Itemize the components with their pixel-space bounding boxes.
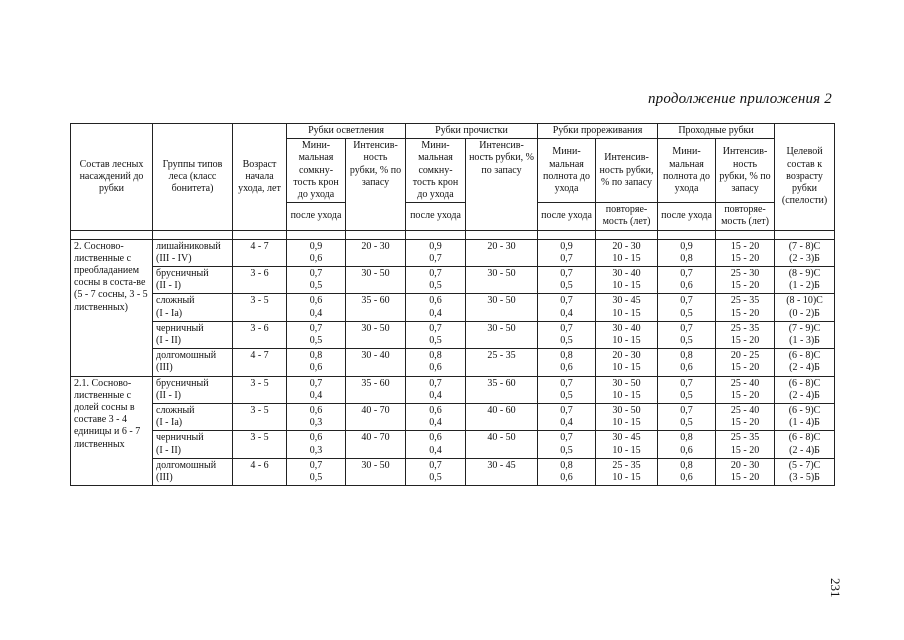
target-composition-cell-top: (7 - 9)С bbox=[788, 322, 821, 334]
forest-type-cell-top: брусничный bbox=[156, 268, 209, 280]
passage-fullness-cell-bottom: 0,6 bbox=[680, 280, 693, 292]
forest-type-cell bbox=[153, 294, 233, 321]
thinning-intensity-cell-top: 25 - 35 bbox=[612, 459, 641, 471]
target-composition-cell-bottom: (1 - 2)Б bbox=[789, 280, 820, 292]
header-target-composition: Целевой состав к возрасту рубки (спелости) bbox=[775, 124, 835, 231]
passage-fullness-cell-bottom: 0,5 bbox=[680, 417, 693, 429]
cleaning-density-cell-top: 0,7 bbox=[429, 377, 442, 389]
forest-type-cell bbox=[153, 321, 233, 348]
passage-fullness-cell bbox=[658, 239, 716, 266]
passage-fullness-cell bbox=[658, 376, 716, 403]
thinning-intensity-cell-bottom: 10 - 15 bbox=[612, 280, 641, 292]
header-lightening-cuts: Рубки осветления bbox=[287, 124, 406, 139]
lightening-density-cell-bottom: 0,4 bbox=[309, 389, 323, 401]
lightening-density-cell-bottom: 0,5 bbox=[309, 335, 323, 347]
passage-intensity-cell bbox=[716, 349, 775, 376]
cleaning-density-cell-top: 0,6 bbox=[429, 405, 442, 417]
lightening-intensity-cell: 35 - 60 bbox=[346, 294, 406, 321]
target-composition-cell bbox=[775, 458, 835, 485]
table-row bbox=[71, 294, 835, 321]
cleaning-density-cell-bottom: 0,7 bbox=[429, 252, 442, 264]
passage-fullness-cell bbox=[658, 267, 716, 294]
header-min-density: Мини-мальная сомкну-тость крон до ухода bbox=[406, 139, 466, 203]
thinning-intensity-cell-top: 20 - 30 bbox=[612, 240, 641, 252]
thinning-intensity-cell bbox=[596, 294, 658, 321]
passage-intensity-cell bbox=[716, 376, 775, 403]
thinning-fullness-cell-top: 0,7 bbox=[560, 405, 573, 417]
passage-intensity-cell-bottom: 15 - 20 bbox=[730, 362, 760, 374]
forest-type-cell-bottom: (II - I) bbox=[156, 389, 181, 401]
thinning-intensity-cell bbox=[596, 239, 658, 266]
header-repeat: повторяе-мость (лет) bbox=[716, 203, 775, 230]
composition-cell: 2.1. Сосново-лиственные с долей сосны в составе 3 - 4 единицы и 6 - 7 лиственных bbox=[71, 376, 153, 486]
cleaning-density-cell bbox=[406, 458, 466, 485]
passage-fullness-cell-bottom: 0,6 bbox=[680, 362, 693, 374]
cleaning-density-cell-bottom: 0,4 bbox=[429, 307, 442, 319]
thinning-fullness-cell-top: 0,8 bbox=[560, 350, 573, 362]
thinning-intensity-cell bbox=[596, 376, 658, 403]
thinning-intensity-cell bbox=[596, 267, 658, 294]
target-composition-cell bbox=[775, 321, 835, 348]
cleaning-intensity-cell: 40 - 50 bbox=[466, 431, 538, 458]
cleaning-density-cell bbox=[406, 321, 466, 348]
header-passage-cuts: Проходные рубки bbox=[658, 124, 775, 139]
target-composition-cell-top: (8 - 10)С bbox=[786, 295, 823, 307]
passage-intensity-cell-bottom: 15 - 20 bbox=[730, 280, 760, 292]
thinning-fullness-cell-bottom: 0,5 bbox=[560, 444, 573, 456]
passage-intensity-cell-top: 25 - 40 bbox=[730, 377, 760, 389]
cleaning-density-cell-bottom: 0,6 bbox=[429, 362, 442, 374]
thinning-fullness-cell bbox=[538, 349, 596, 376]
start-age-cell: 3 - 5 bbox=[233, 376, 287, 403]
lightening-intensity-cell: 30 - 50 bbox=[346, 267, 406, 294]
forest-type-cell bbox=[153, 431, 233, 458]
passage-intensity-cell-top: 20 - 30 bbox=[730, 459, 760, 471]
thinning-intensity-cell-bottom: 10 - 15 bbox=[612, 417, 641, 429]
lightening-density-cell bbox=[287, 376, 346, 403]
cleaning-density-cell-top: 0,7 bbox=[429, 459, 442, 471]
target-composition-cell-bottom: (2 - 3)Б bbox=[789, 252, 820, 264]
thinning-intensity-cell bbox=[596, 321, 658, 348]
cleaning-density-cell bbox=[406, 294, 466, 321]
lightening-density-cell-top: 0,9 bbox=[309, 240, 323, 252]
passage-intensity-cell-bottom: 15 - 20 bbox=[730, 472, 760, 484]
cleaning-density-cell bbox=[406, 349, 466, 376]
passage-fullness-cell-bottom: 0,5 bbox=[680, 389, 693, 401]
thinning-fullness-cell-bottom: 0,4 bbox=[560, 307, 573, 319]
passage-intensity-cell-bottom: 15 - 20 bbox=[730, 389, 760, 401]
thinning-intensity-cell-bottom: 10 - 15 bbox=[612, 389, 641, 401]
thinning-fullness-cell bbox=[538, 431, 596, 458]
lightening-density-cell bbox=[287, 321, 346, 348]
forest-type-cell-top: лишайниковый bbox=[156, 240, 221, 252]
table-row bbox=[71, 431, 835, 458]
lightening-density-cell-top: 0,7 bbox=[309, 459, 323, 471]
target-composition-cell bbox=[775, 267, 835, 294]
header-min-density: Мини-мальная сомкну-тость крон до ухода bbox=[287, 139, 346, 203]
target-composition-cell-bottom: (1 - 3)Б bbox=[789, 335, 820, 347]
thinning-fullness-cell-top: 0,7 bbox=[560, 377, 573, 389]
target-composition-cell-top: (6 - 8)С bbox=[788, 432, 821, 444]
composition-cell: 2. Сосново-лиственные с преобладанием сосны в соста-ве (5 - 7 сосны, 3 - 5 лиственных) bbox=[71, 239, 153, 376]
target-composition-cell bbox=[775, 404, 835, 431]
target-composition-cell bbox=[775, 349, 835, 376]
table-row bbox=[71, 376, 835, 403]
passage-fullness-cell bbox=[658, 349, 716, 376]
cleaning-density-cell bbox=[406, 239, 466, 266]
passage-fullness-cell bbox=[658, 321, 716, 348]
page-number: 231 bbox=[828, 578, 843, 598]
lightening-density-cell-bottom: 0,3 bbox=[309, 444, 323, 456]
header-min-fullness: Мини-мальная полнота до ухода bbox=[658, 139, 716, 203]
thinning-intensity-cell-bottom: 10 - 15 bbox=[612, 444, 641, 456]
target-composition-cell bbox=[775, 431, 835, 458]
thinning-intensity-cell-top: 30 - 45 bbox=[612, 295, 641, 307]
table-row bbox=[71, 267, 835, 294]
thinning-fullness-cell-bottom: 0,7 bbox=[560, 252, 573, 264]
passage-intensity-cell-bottom: 15 - 20 bbox=[730, 335, 760, 347]
passage-fullness-cell-top: 0,7 bbox=[680, 405, 693, 417]
lightening-density-cell-top: 0,6 bbox=[309, 405, 323, 417]
passage-intensity-cell bbox=[716, 404, 775, 431]
target-composition-cell-top: (6 - 8)С bbox=[788, 377, 821, 389]
header-cleaning-cuts: Рубки прочистки bbox=[406, 124, 538, 139]
start-age-cell: 3 - 6 bbox=[233, 321, 287, 348]
passage-fullness-cell-top: 0,9 bbox=[680, 240, 693, 252]
lightening-density-cell-bottom: 0,5 bbox=[309, 280, 323, 292]
passage-fullness-cell-top: 0,8 bbox=[680, 350, 693, 362]
thinning-intensity-cell bbox=[596, 404, 658, 431]
passage-fullness-cell bbox=[658, 404, 716, 431]
passage-intensity-cell-top: 25 - 35 bbox=[730, 295, 760, 307]
thinning-fullness-cell bbox=[538, 458, 596, 485]
thinning-intensity-cell-bottom: 10 - 15 bbox=[612, 307, 641, 319]
header-intensity: Интенсив-ность рубки, % по запасу bbox=[346, 139, 406, 230]
target-composition-cell-bottom: (0 - 2)Б bbox=[789, 307, 820, 319]
header-after-care: после ухода bbox=[658, 203, 716, 230]
header-after-care: после ухода bbox=[538, 203, 596, 230]
header-intensity: Интенсив-ность рубки, % по запасу bbox=[716, 139, 775, 203]
lightening-intensity-cell: 40 - 70 bbox=[346, 431, 406, 458]
cleaning-intensity-cell: 30 - 50 bbox=[466, 294, 538, 321]
target-composition-cell-top: (6 - 8)С bbox=[788, 350, 821, 362]
passage-fullness-cell-top: 0,7 bbox=[680, 295, 693, 307]
lightening-density-cell-top: 0,6 bbox=[309, 295, 323, 307]
thinning-intensity-cell-bottom: 10 - 15 bbox=[612, 252, 641, 264]
cleaning-intensity-cell: 25 - 35 bbox=[466, 349, 538, 376]
target-composition-cell bbox=[775, 376, 835, 403]
thinning-fullness-cell bbox=[538, 376, 596, 403]
page-caption: продолжение приложения 2 bbox=[647, 91, 832, 107]
passage-fullness-cell-top: 0,8 bbox=[680, 432, 693, 444]
lightening-intensity-cell: 30 - 50 bbox=[346, 321, 406, 348]
table-row bbox=[71, 458, 835, 485]
cleaning-intensity-cell: 30 - 50 bbox=[466, 267, 538, 294]
forest-type-cell-bottom: (I - II) bbox=[156, 444, 181, 456]
forest-type-cell bbox=[153, 404, 233, 431]
cleaning-density-cell-top: 0,6 bbox=[429, 295, 442, 307]
forest-type-cell-top: долгомошный bbox=[156, 350, 217, 362]
passage-fullness-cell-top: 0,8 bbox=[680, 459, 693, 471]
cleaning-density-cell-bottom: 0,5 bbox=[429, 472, 442, 484]
forest-type-cell-bottom: (III) bbox=[156, 472, 173, 484]
thinning-fullness-cell bbox=[538, 294, 596, 321]
thinning-intensity-cell bbox=[596, 349, 658, 376]
table-row bbox=[71, 404, 835, 431]
thinning-fullness-cell-top: 0,7 bbox=[560, 432, 573, 444]
passage-fullness-cell-top: 0,7 bbox=[680, 377, 693, 389]
thinning-intensity-cell-top: 30 - 40 bbox=[612, 322, 641, 334]
target-composition-cell-top: (5 - 7)С bbox=[788, 459, 821, 471]
forest-type-cell-top: долгомошный bbox=[156, 459, 217, 471]
thinning-intensity-cell bbox=[596, 458, 658, 485]
cleaning-density-cell-top: 0,6 bbox=[429, 432, 442, 444]
lightening-density-cell-top: 0,7 bbox=[309, 322, 323, 334]
table-row bbox=[71, 239, 835, 266]
target-composition-cell bbox=[775, 239, 835, 266]
forest-type-cell-top: брусничный bbox=[156, 377, 209, 389]
lightening-density-cell bbox=[287, 267, 346, 294]
forest-type-cell bbox=[153, 349, 233, 376]
thinning-fullness-cell bbox=[538, 321, 596, 348]
passage-fullness-cell-bottom: 0,5 bbox=[680, 335, 693, 347]
lightening-intensity-cell: 40 - 70 bbox=[346, 404, 406, 431]
thinning-fullness-cell-top: 0,7 bbox=[560, 268, 573, 280]
lightening-density-cell-top: 0,7 bbox=[309, 268, 323, 280]
target-composition-cell-bottom: (3 - 5)Б bbox=[789, 472, 820, 484]
cleaning-density-cell bbox=[406, 376, 466, 403]
passage-intensity-cell-top: 25 - 40 bbox=[730, 405, 760, 417]
cleaning-density-cell-bottom: 0,4 bbox=[429, 389, 442, 401]
start-age-cell: 3 - 6 bbox=[233, 267, 287, 294]
passage-intensity-cell bbox=[716, 239, 775, 266]
thinning-intensity-cell-top: 20 - 30 bbox=[612, 350, 641, 362]
cleaning-density-cell-bottom: 0,4 bbox=[429, 417, 442, 429]
cleaning-intensity-cell: 30 - 45 bbox=[466, 458, 538, 485]
forest-type-cell-bottom: (I - Ia) bbox=[156, 307, 183, 319]
passage-fullness-cell-bottom: 0,6 bbox=[680, 444, 693, 456]
passage-intensity-cell-top: 25 - 30 bbox=[730, 268, 760, 280]
thinning-fullness-cell-bottom: 0,5 bbox=[560, 389, 573, 401]
passage-fullness-cell-bottom: 0,8 bbox=[680, 252, 693, 264]
start-age-cell: 3 - 5 bbox=[233, 404, 287, 431]
thinning-fullness-cell bbox=[538, 239, 596, 266]
start-age-cell: 4 - 7 bbox=[233, 349, 287, 376]
passage-fullness-cell-bottom: 0,5 bbox=[680, 307, 693, 319]
forest-type-cell bbox=[153, 267, 233, 294]
thinning-fullness-cell-top: 0,8 bbox=[560, 459, 573, 471]
thinning-fullness-cell-bottom: 0,5 bbox=[560, 335, 573, 347]
cleaning-density-cell-bottom: 0,4 bbox=[429, 444, 442, 456]
header-thinning-cuts: Рубки прореживания bbox=[538, 124, 658, 139]
forest-type-cell bbox=[153, 458, 233, 485]
lightening-intensity-cell: 30 - 40 bbox=[346, 349, 406, 376]
lightening-intensity-cell: 30 - 50 bbox=[346, 458, 406, 485]
header-forest-type: Группы типов леса (класс бонитета) bbox=[153, 124, 233, 231]
lightening-density-cell-bottom: 0,5 bbox=[309, 472, 323, 484]
passage-intensity-cell-top: 20 - 25 bbox=[730, 350, 760, 362]
forest-type-cell bbox=[153, 239, 233, 266]
start-age-cell: 4 - 6 bbox=[233, 458, 287, 485]
cleaning-density-cell-bottom: 0,5 bbox=[429, 280, 442, 292]
passage-intensity-cell bbox=[716, 431, 775, 458]
lightening-density-cell-top: 0,8 bbox=[309, 350, 323, 362]
header-composition: Состав лесных насаждений до рубки bbox=[71, 124, 153, 231]
passage-intensity-cell bbox=[716, 267, 775, 294]
thinning-fullness-cell-top: 0,9 bbox=[560, 240, 573, 252]
start-age-cell: 4 - 7 bbox=[233, 239, 287, 266]
cleaning-density-cell-bottom: 0,5 bbox=[429, 335, 442, 347]
table-row bbox=[71, 321, 835, 348]
thinning-fullness-cell-top: 0,7 bbox=[560, 322, 573, 334]
header-after-care: после ухода bbox=[406, 203, 466, 230]
forest-type-cell bbox=[153, 376, 233, 403]
start-age-cell: 3 - 5 bbox=[233, 431, 287, 458]
header-min-fullness: Мини-мальная полнота до ухода bbox=[538, 139, 596, 203]
forest-type-cell-top: сложный bbox=[156, 405, 195, 417]
thinning-fullness-cell-bottom: 0,6 bbox=[560, 362, 573, 374]
lightening-density-cell-bottom: 0,4 bbox=[309, 307, 323, 319]
start-age-cell: 3 - 5 bbox=[233, 294, 287, 321]
target-composition-cell-bottom: (2 - 4)Б bbox=[789, 389, 820, 401]
passage-intensity-cell-bottom: 15 - 20 bbox=[730, 444, 760, 456]
lightening-density-cell bbox=[287, 294, 346, 321]
passage-intensity-cell-bottom: 15 - 20 bbox=[730, 307, 760, 319]
thinning-fullness-cell bbox=[538, 404, 596, 431]
target-composition-cell bbox=[775, 294, 835, 321]
thinning-intensity-cell-top: 30 - 45 bbox=[612, 432, 641, 444]
passage-intensity-cell-bottom: 15 - 20 bbox=[730, 417, 760, 429]
target-composition-cell-bottom: (1 - 4)Б bbox=[789, 417, 820, 429]
forest-type-cell-bottom: (II - I) bbox=[156, 280, 181, 292]
thinning-fullness-cell-bottom: 0,5 bbox=[560, 280, 573, 292]
passage-fullness-cell bbox=[658, 294, 716, 321]
target-composition-cell-top: (8 - 9)С bbox=[788, 268, 821, 280]
lightening-density-cell-bottom: 0,6 bbox=[309, 362, 323, 374]
header-repeat: повторяе-мость (лет) bbox=[596, 203, 658, 230]
forest-type-cell-bottom: (I - II) bbox=[156, 335, 181, 347]
lightening-density-cell-top: 0,6 bbox=[309, 432, 323, 444]
lightening-density-cell bbox=[287, 404, 346, 431]
thinning-fullness-cell-bottom: 0,6 bbox=[560, 472, 573, 484]
thinning-fullness-cell-bottom: 0,4 bbox=[560, 417, 573, 429]
forest-type-cell-bottom: (III - IV) bbox=[156, 252, 192, 264]
target-composition-cell-top: (7 - 8)С bbox=[788, 240, 821, 252]
header-intensity: Интенсив-ность рубки, % по запасу bbox=[466, 139, 538, 230]
lightening-intensity-cell: 35 - 60 bbox=[346, 376, 406, 403]
header-after-care: после ухода bbox=[287, 203, 346, 230]
cleaning-intensity-cell: 20 - 30 bbox=[466, 239, 538, 266]
passage-intensity-cell-bottom: 15 - 20 bbox=[730, 252, 760, 264]
thinning-intensity-cell-top: 30 - 50 bbox=[612, 405, 641, 417]
passage-intensity-cell-top: 25 - 35 bbox=[730, 322, 760, 334]
lightening-density-cell bbox=[287, 458, 346, 485]
target-composition-cell-bottom: (2 - 4)Б bbox=[789, 444, 820, 456]
passage-fullness-cell-bottom: 0,6 bbox=[680, 472, 693, 484]
lightening-density-cell-bottom: 0,6 bbox=[309, 252, 323, 264]
cleaning-density-cell bbox=[406, 431, 466, 458]
cleaning-density-cell-top: 0,9 bbox=[429, 240, 442, 252]
thinning-fullness-cell bbox=[538, 267, 596, 294]
passage-intensity-cell bbox=[716, 458, 775, 485]
passage-intensity-cell-top: 15 - 20 bbox=[730, 240, 760, 252]
forest-type-cell-bottom: (III) bbox=[156, 362, 173, 374]
forest-type-cell-top: черничный bbox=[156, 432, 204, 444]
forest-type-cell-bottom: (I - Ia) bbox=[156, 417, 183, 429]
thinning-intensity-cell-top: 30 - 40 bbox=[612, 268, 641, 280]
forest-type-cell-top: черничный bbox=[156, 322, 204, 334]
thinning-intensity-cell-bottom: 10 - 15 bbox=[612, 335, 641, 347]
target-composition-cell-bottom: (2 - 4)Б bbox=[789, 362, 820, 374]
cleaning-intensity-cell: 40 - 60 bbox=[466, 404, 538, 431]
header-start-age: Возраст начала ухода, лет bbox=[233, 124, 287, 231]
lightening-density-cell bbox=[287, 431, 346, 458]
thinning-intensity-cell-bottom: 10 - 15 bbox=[612, 472, 641, 484]
cleaning-density-cell-top: 0,7 bbox=[429, 322, 442, 334]
passage-fullness-cell bbox=[658, 458, 716, 485]
lightening-density-cell bbox=[287, 349, 346, 376]
lightening-density-cell-top: 0,7 bbox=[309, 377, 323, 389]
cleaning-density-cell bbox=[406, 267, 466, 294]
passage-intensity-cell bbox=[716, 294, 775, 321]
table-row bbox=[71, 349, 835, 376]
cleaning-density-cell bbox=[406, 404, 466, 431]
passage-intensity-cell-top: 25 - 35 bbox=[730, 432, 760, 444]
lightening-intensity-cell: 20 - 30 bbox=[346, 239, 406, 266]
header-intensity: Интенсив-ность рубки, % по запасу bbox=[596, 139, 658, 203]
thinning-standards-table bbox=[70, 123, 835, 486]
thinning-intensity-cell-top: 30 - 50 bbox=[612, 377, 641, 389]
passage-intensity-cell bbox=[716, 321, 775, 348]
cleaning-density-cell-top: 0,7 bbox=[429, 268, 442, 280]
passage-fullness-cell bbox=[658, 431, 716, 458]
target-composition-cell-top: (6 - 9)С bbox=[788, 405, 821, 417]
thinning-intensity-cell bbox=[596, 431, 658, 458]
forest-type-cell-top: сложный bbox=[156, 295, 195, 307]
passage-fullness-cell-top: 0,7 bbox=[680, 322, 693, 334]
thinning-fullness-cell-top: 0,7 bbox=[560, 295, 573, 307]
thinning-intensity-cell-bottom: 10 - 15 bbox=[612, 362, 641, 374]
cleaning-intensity-cell: 30 - 50 bbox=[466, 321, 538, 348]
passage-fullness-cell-top: 0,7 bbox=[680, 268, 693, 280]
cleaning-density-cell-top: 0,8 bbox=[429, 350, 442, 362]
lightening-density-cell-bottom: 0,3 bbox=[309, 417, 323, 429]
cleaning-intensity-cell: 35 - 60 bbox=[466, 376, 538, 403]
lightening-density-cell bbox=[287, 239, 346, 266]
